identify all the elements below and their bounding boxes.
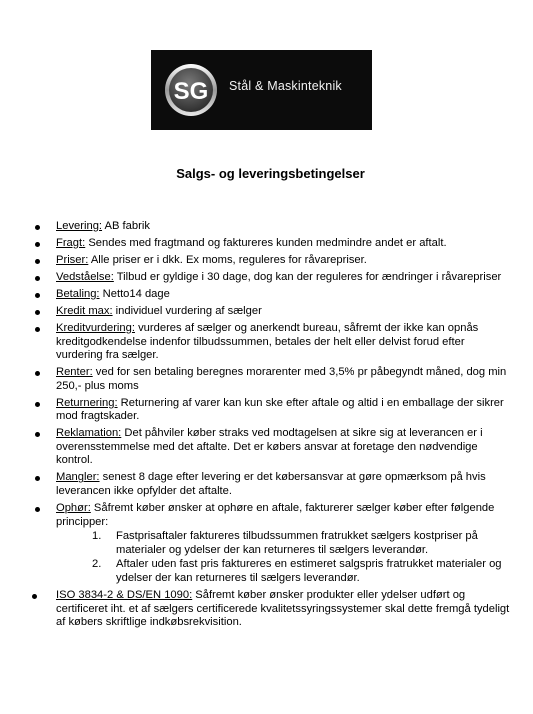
term-text: Såfremt køber ønsker at ophøre en aftale, fakturerer sælger køber efter følgende principper: [56,501,495,528]
term-text: vurderes af sælger og anerkendt bureau, såfremt der ikke kan opnås kreditgodkendelse indenfor tilbudssummen, betales der helt eller delvist forud efter vurdering fra sælger. [56,321,479,362]
bullet-icon [35,225,40,230]
term-label: Reklamation: [56,427,122,440]
term-kredit-max [30,305,510,319]
bullet-icon [35,432,40,437]
term-label: Mangler: [56,471,100,484]
term-text: Netto14 dage [99,287,170,300]
term-priser [30,254,510,268]
item-text: Fastprisaftaler faktureres tilbudssummen fratrukket sælgers kostpriser på materialer og ydelser der kan returneres til sælgers leverandør. [116,530,478,556]
term-text: Tilbud er gyldige i 30 dage, dog kan der reguleres for ændringer i råvarepriser [113,270,502,283]
term-label: Ophør: [56,501,91,514]
term-text: Alle priser er i dkk. Ex moms, reguleres for råvarepriser. [88,253,367,266]
bullet-icon [35,507,40,512]
bullet-icon [35,293,40,298]
term-fragt [30,237,510,251]
term-renter [30,366,510,393]
bullet-icon [35,371,40,376]
page-title: Salgs- og leveringsbetingelser [176,166,365,181]
term-vedstaaelse [30,271,510,285]
term-text: ved for sen betaling beregnes morarenter med 3,5% pr påbegyndt måned, dog min 250,- plus moms [56,366,507,392]
bullet-icon [35,242,40,247]
item-text: Aftaler uden fast pris faktureres en estimeret salgspris fratrukket materialer og ydelser der kan returneres til sælgers leverandør. [116,558,502,584]
term-text: Såfremt køber ønsker produkter eller ydelser udført og certificeret iht. et af sælgers certificerede kvalitetssyringssystemer skal dette fremgå tydeligt af købers skriftlige indkøbsrekvisition. [56,588,510,629]
term-kreditvurdering [30,322,510,363]
list-item [56,530,510,557]
term-iso-certification [30,589,510,630]
bullet-icon [35,276,40,281]
term-label: Levering: [56,220,103,232]
bullet-icon [35,327,40,332]
term-label: Fragt: [56,236,86,249]
term-label: Priser: [56,253,89,266]
bullet-icon [35,402,40,407]
logo-initials: SG [173,78,209,105]
term-text: Returnering af varer kan kun ske efter aftale og altid i en emballage der sikrer mod fragtskader. [56,396,504,423]
term-label: Kredit max: [56,304,113,317]
term-label: Betaling: [56,287,100,300]
item-number: 2. [92,558,102,571]
terms-list [30,220,510,633]
item-number: 1. [92,530,102,543]
term-reklamation [30,427,510,468]
term-text: senest 8 dage efter levering er det købersansvar at gøre opmærksom på hvis leverancen ikke opfylder det aftalte. [56,471,486,497]
term-label: Vedståelse: [56,270,114,283]
term-label: Kreditvurdering: [56,321,135,334]
term-label: ISO 3834-2 & DS/EN 1090: [56,588,193,601]
list-item [56,558,510,585]
company-logo [151,50,372,130]
term-label: Returnering: [56,396,118,409]
bullet-icon [35,476,40,481]
term-label: Renter: [56,366,93,379]
ophor-principles-list [56,530,510,585]
term-text: Det påhviler køber straks ved modtagelsen at sikre sig at leverancen er i overensstemmelse med det aftalte. Det er købers ansvar at foretage den nødvendige kontrol. [56,427,483,467]
term-mangler [30,471,510,498]
term-text: Sendes med fragtmand og faktureres kunden medmindre andet er aftalt. [85,236,447,249]
term-text: AB fabrik [102,220,150,232]
bullet-icon [32,594,37,599]
term-betaling [30,288,510,302]
bullet-icon [35,259,40,264]
term-ophor [30,502,510,586]
term-text: individuel vurdering af sælger [112,304,262,317]
logo-company-name: Stål & Maskinteknik [229,79,342,93]
bullet-icon [35,310,40,315]
term-levering [30,220,510,234]
term-returnering [30,397,510,424]
